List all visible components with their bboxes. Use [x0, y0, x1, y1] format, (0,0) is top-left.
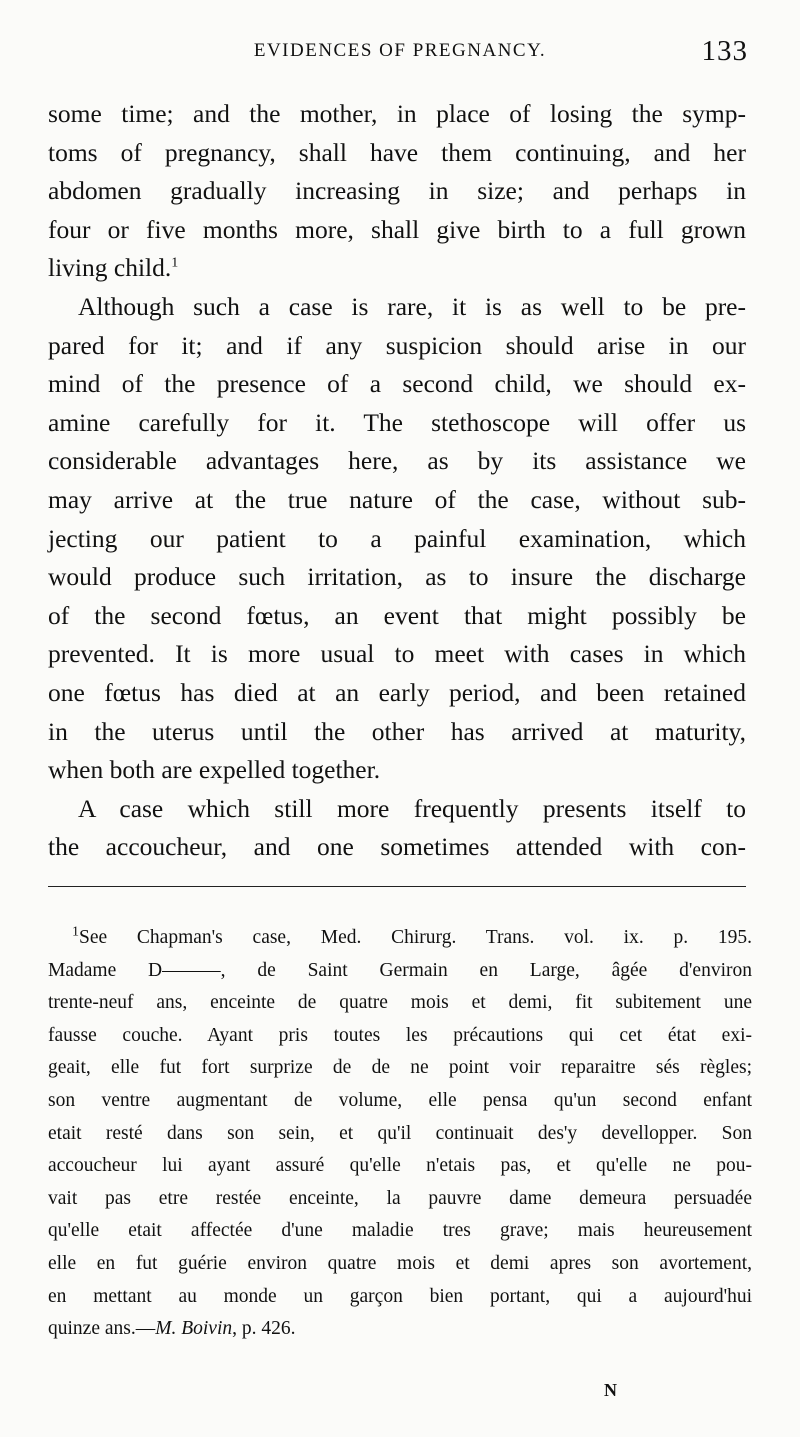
- footnote-line: accoucheur lui ayant assuré qu'elle n'etais pas, et qu'elle ne pou-: [48, 1155, 752, 1177]
- signature-mark: N: [604, 1380, 617, 1400]
- footnote-line: qu'elle etait affectée d'une maladie tres grave; mais heureusement: [48, 1220, 752, 1242]
- text-line: in the uterus until the other has arrived at maturity,: [48, 716, 746, 746]
- text-line: may arrive at the true nature of the case, without sub-: [48, 484, 746, 514]
- footnote-marker: 1: [72, 924, 79, 940]
- footnote-line: [48, 1313, 752, 1346]
- footnote-line: trente-neuf ans, enceinte de quatre mois et demi, fit subitement une: [48, 992, 752, 1014]
- text-line: considerable advantages here, as by its assistance we: [48, 446, 746, 476]
- text-line: the accoucheur, and one sometimes attended with con-: [48, 832, 746, 862]
- footnote-line: [48, 922, 752, 955]
- text-line: four or five months more, shall give birth to a full grown: [48, 214, 746, 244]
- text-line: one fœtus has died at an early period, and been retained: [48, 677, 746, 707]
- text-line: mind of the presence of a second child, we should ex-: [48, 369, 746, 399]
- footnote-reference: 1: [171, 255, 179, 271]
- text-line: prevented. It is more usual to meet with cases in which: [48, 639, 746, 669]
- text-line: when both are expelled together.: [48, 755, 381, 785]
- text-line: jecting our patient to a painful examination, which: [48, 523, 746, 553]
- footnote: [48, 922, 752, 1346]
- footnote-line: en mettant au monde un garçon bien portant, qui a aujourd'hui: [48, 1285, 752, 1307]
- text-line: [48, 249, 746, 288]
- text-segment: quinze ans.—: [48, 1318, 156, 1340]
- citation-page: , p. 426.: [232, 1318, 296, 1340]
- text-line: some time; and the mother, in place of losing the symp-: [48, 99, 746, 128]
- text-line: amine carefully for it. The stethoscope will offer us: [48, 407, 746, 437]
- footnote-line: son ventre augmentant de volume, elle pensa qu'un second enfant: [48, 1089, 752, 1111]
- text-segment: living child.: [48, 253, 172, 283]
- footnote-line: Madame D———, de Saint Germain en Large, âgée d'environ: [48, 959, 752, 981]
- footnote-line: vait pas etre restée enceinte, la pauvre dame demeura persuadée: [48, 1187, 752, 1209]
- text-line: toms of pregnancy, shall have them continuing, and her: [48, 137, 746, 167]
- footnote-line: geait, elle fut fort surprize de de ne point voir reparaitre sés règles;: [48, 1057, 752, 1079]
- text-line: Although such a case is rare, it is as well to be pre-: [78, 291, 746, 321]
- page-number: 133: [701, 35, 748, 67]
- text-segment: See Chapman's case, Med. Chirurg. Trans. vol. ix. p. 195.: [79, 927, 752, 948]
- text-line: abdomen gradually increasing in size; and perhaps in: [48, 176, 746, 206]
- footnote-line: etait resté dans son sein, et qu'il continuait des'y devellopper. Son: [48, 1122, 752, 1144]
- text-line: pared for it; and if any suspicion should arise in our: [48, 330, 746, 360]
- text-line: would produce such irritation, as to insure the discharge: [48, 562, 746, 592]
- footnote-divider: [48, 886, 746, 887]
- citation-author: M. Boivin: [155, 1318, 233, 1340]
- text-line: A case which still more frequently presents itself to: [78, 793, 746, 823]
- footnote-line: elle en fut guérie environ quatre mois et demi apres son avortement,: [48, 1252, 752, 1274]
- footnote-line: fausse couche. Ayant pris toutes les précautions qui cet état exi-: [48, 1024, 752, 1046]
- running-head-title: EVIDENCES OF PREGNANCY.: [253, 40, 547, 61]
- main-text: [48, 95, 746, 867]
- text-line: of the second fœtus, an event that might possibly be: [48, 600, 746, 630]
